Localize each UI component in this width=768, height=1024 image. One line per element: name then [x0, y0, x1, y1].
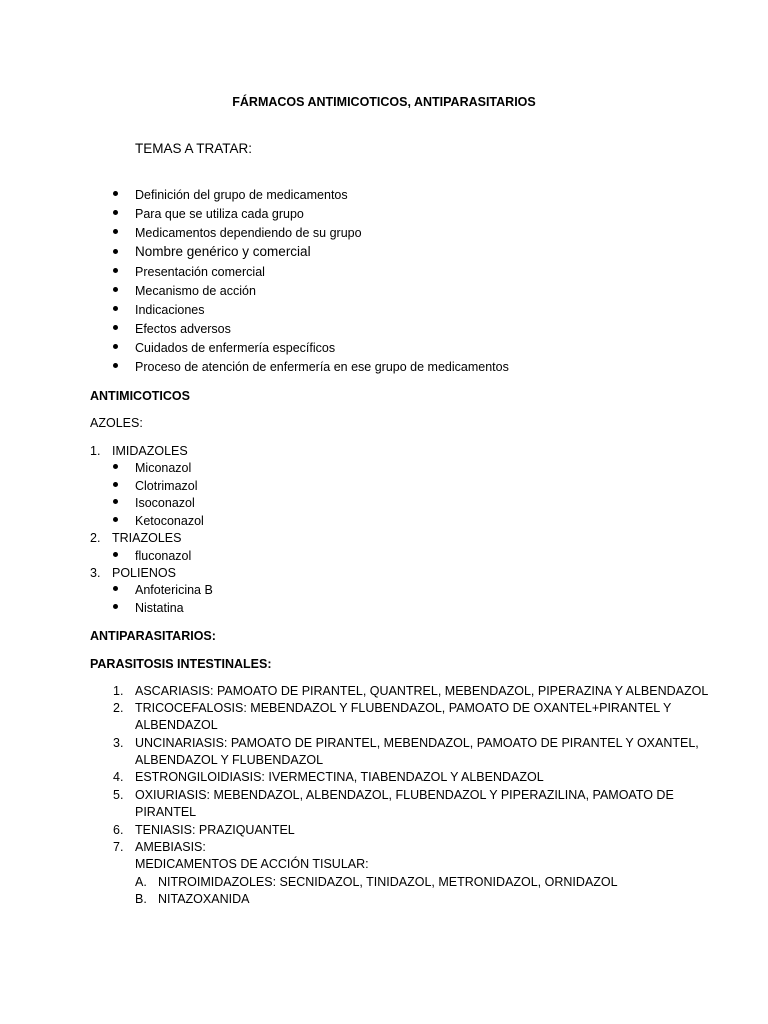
drug-item: Miconazol — [135, 461, 192, 475]
bullet-icon — [113, 325, 118, 330]
drug-item: Ketoconazol — [135, 514, 204, 528]
parasitosis-item: TRICOCEFALOSIS: MEBENDAZOL Y FLUBENDAZOL, PAMOATO DE OXANTEL+PIRANTEL Y — [135, 701, 672, 715]
subitem-letter: B. — [135, 892, 147, 906]
bullet-icon — [113, 552, 118, 557]
parasitosis-item: AMEBIASIS: — [135, 840, 206, 854]
bullet-icon — [113, 268, 118, 273]
tisular-item: NITROIMIDAZOLES: SECNIDAZOL, TINIDAZOL, METRONIDAZOL, ORNIDAZOL — [158, 875, 618, 889]
item-number: 3. — [113, 736, 124, 750]
group-number: 1. — [90, 444, 101, 458]
temas-item: Proceso de atención de enfermería en ese grupo de medicamentos — [135, 360, 509, 374]
parasitosis-heading: PARASITOSIS INTESTINALES: — [90, 657, 272, 671]
temas-item: Para que se utiliza cada grupo — [135, 207, 304, 221]
bullet-icon — [113, 586, 118, 591]
temas-item: Efectos adversos — [135, 322, 231, 336]
bullet-icon — [113, 499, 118, 504]
bullet-icon — [113, 344, 118, 349]
item-number: 5. — [113, 788, 124, 802]
antimicoticos-heading: ANTIMICOTICOS — [90, 389, 190, 403]
item-number: 7. — [113, 840, 124, 854]
temas-heading: TEMAS A TRATAR: — [135, 141, 253, 156]
bullet-icon — [113, 229, 118, 234]
temas-item: Medicamentos dependiendo de su grupo — [135, 226, 362, 240]
bullet-icon — [113, 210, 118, 215]
group-name: TRIAZOLES — [112, 531, 182, 545]
drug-item: Anfotericina B — [135, 583, 213, 597]
bullet-icon — [113, 191, 118, 196]
bullet-icon — [113, 287, 118, 292]
group-number: 2. — [90, 531, 101, 545]
item-number: 2. — [113, 701, 124, 715]
bullet-icon — [113, 604, 118, 609]
item-number: 6. — [113, 823, 124, 837]
temas-item: Mecanismo de acción — [135, 284, 256, 298]
document-title: FÁRMACOS ANTIMICOTICOS, ANTIPARASITARIOS — [232, 95, 536, 109]
drug-item: Clotrimazol — [135, 479, 198, 493]
azoles-label: AZOLES: — [90, 416, 143, 430]
temas-item: Nombre genérico y comercial — [135, 244, 311, 259]
temas-item: Indicaciones — [135, 303, 205, 317]
drug-item: fluconazol — [135, 549, 192, 563]
bullet-icon — [113, 517, 118, 522]
temas-item: Presentación comercial — [135, 265, 265, 279]
parasitosis-item: UNCINARIASIS: PAMOATO DE PIRANTEL, MEBENDAZOL, PAMOATO DE PIRANTEL Y OXANTEL, — [135, 736, 699, 750]
bullet-icon — [113, 249, 118, 254]
drug-item: Nistatina — [135, 601, 184, 615]
temas-item: Cuidados de enfermería específicos — [135, 341, 336, 355]
parasitosis-item-continuation: MEDICAMENTOS DE ACCIÓN TISULAR: — [135, 857, 369, 871]
drug-item: Isoconazol — [135, 496, 195, 510]
group-name: IMIDAZOLES — [112, 444, 188, 458]
subitem-letter: A. — [135, 875, 147, 889]
parasitosis-item-continuation: ALBENDAZOL — [135, 718, 218, 732]
parasitosis-item: TENIASIS: PRAZIQUANTEL — [135, 823, 295, 837]
bullet-icon — [113, 363, 118, 368]
parasitosis-item: ESTRONGILOIDIASIS: IVERMECTINA, TIABENDAZOL Y ALBENDAZOL — [135, 770, 544, 784]
item-number: 1. — [113, 684, 124, 698]
tisular-item: NITAZOXANIDA — [158, 892, 250, 906]
bullet-icon — [113, 464, 118, 469]
parasitosis-item: ASCARIASIS: PAMOATO DE PIRANTEL, QUANTREL, MEBENDAZOL, PIPERAZINA Y ALBENDAZOL — [135, 684, 709, 698]
parasitosis-item: OXIURIASIS: MEBENDAZOL, ALBENDAZOL, FLUBENDAZOL Y PIPERAZILINA, PAMOATO DE — [135, 788, 674, 802]
bullet-icon — [113, 482, 118, 487]
parasitosis-item-continuation: PIRANTEL — [135, 805, 197, 819]
temas-item: Definición del grupo de medicamentos — [135, 188, 348, 202]
item-number: 4. — [113, 770, 124, 784]
group-name: POLIENOS — [112, 566, 176, 580]
group-number: 3. — [90, 566, 101, 580]
bullet-icon — [113, 306, 118, 311]
antiparasitarios-heading: ANTIPARASITARIOS: — [90, 629, 216, 643]
parasitosis-item-continuation: ALBENDAZOL Y FLUBENDAZOL — [135, 753, 324, 767]
